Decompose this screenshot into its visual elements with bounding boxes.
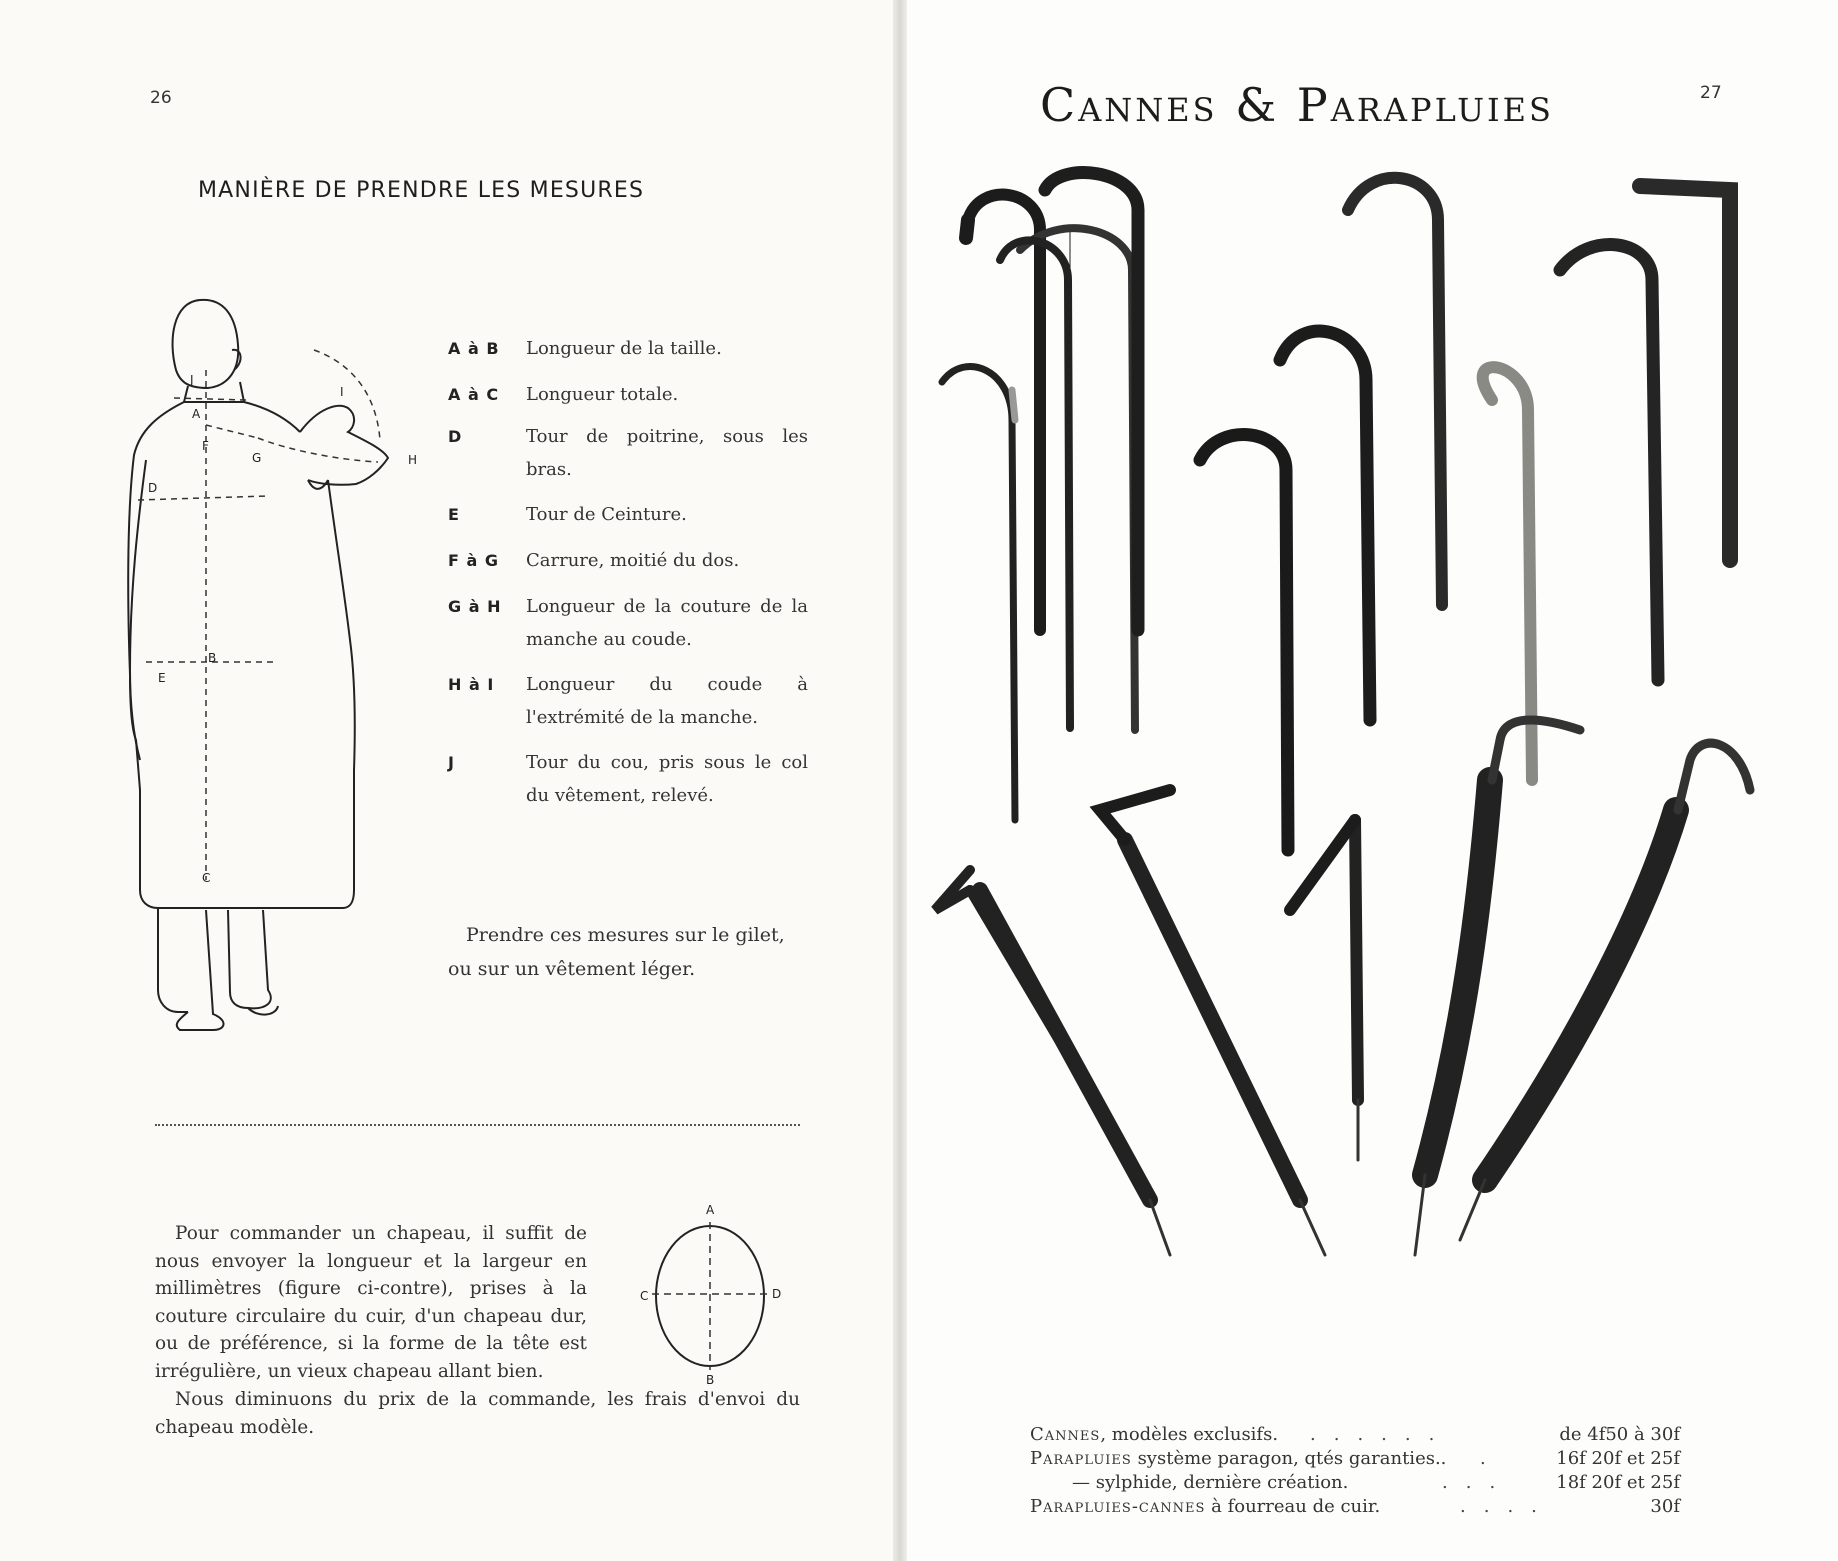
figure-letter-h: H — [408, 453, 418, 467]
measure-text: Carrure, moitié du dos. — [526, 550, 740, 571]
price-list — [1030, 1424, 1680, 1520]
measure-text: Tour du cou, pris sous le col du vêtement, relevé. — [526, 752, 808, 806]
price-row — [1030, 1448, 1680, 1472]
figure-letter-j: J — [190, 373, 194, 387]
dot-leader: . — [1480, 1448, 1504, 1469]
price-row — [1030, 1472, 1680, 1496]
measurements-title: MANIÈRE DE PRENDRE LES MESURES — [198, 178, 645, 203]
measure-key: E — [448, 505, 460, 524]
measure-text: Longueur totale. — [526, 384, 679, 405]
hat-letter-b: B — [706, 1373, 715, 1387]
price-value: de 4f50 à 30f — [1559, 1424, 1680, 1445]
measure-key: F à G — [448, 551, 499, 570]
price-value: 18f 20f et 25f — [1556, 1472, 1680, 1493]
figure-letter-i: I — [340, 385, 344, 399]
cane-illustration — [942, 367, 1015, 820]
price-row — [1030, 1496, 1680, 1520]
canes-title: Cannes & Parapluies — [1040, 78, 1554, 132]
umbrella-cane-illustration — [1355, 820, 1358, 1100]
measure-text: Tour de Ceinture. — [526, 504, 687, 525]
dot-leader: .... — [1460, 1496, 1555, 1517]
dot-leader: ... — [1442, 1472, 1514, 1493]
hat-letter-c: C — [640, 1289, 649, 1303]
figure-letter-g: G — [252, 451, 262, 465]
note-line-1: Prendre ces mesures sur le gilet, — [466, 924, 785, 946]
umbrella-illustration — [1485, 810, 1676, 1180]
measure-key: D — [448, 427, 463, 446]
umbrella-cane-illustration — [1125, 840, 1300, 1200]
cane-illustration — [1200, 435, 1288, 850]
price-label: Cannes, modèles exclusifs. — [1030, 1424, 1279, 1445]
hat-paragraph-2: Nous diminuons du prix de la commande, les frais d'envoi du chapeau modèle. — [155, 1389, 800, 1438]
figure-letter-d: D — [148, 481, 158, 495]
measure-key: A à B — [448, 339, 500, 358]
measure-key: H à I — [448, 675, 495, 694]
hat-letter-a: A — [706, 1203, 715, 1217]
cane-illustration — [1045, 173, 1138, 630]
figure-letter-e: E — [158, 671, 166, 685]
hat-letter-d: D — [772, 1287, 782, 1301]
measure-key: A à C — [448, 385, 500, 404]
umbrella-illustration — [1425, 780, 1490, 1175]
price-label: — sylphide, dernière création. — [1072, 1472, 1349, 1493]
book-gutter — [893, 0, 907, 1561]
measure-text: Tour de poitrine, sous les bras. — [526, 426, 808, 480]
price-label: Parapluies-cannes à fourreau de cuir. — [1030, 1496, 1381, 1517]
measures-note — [448, 918, 800, 986]
measure-text: Longueur de la couture de la manche au coude. — [526, 596, 808, 650]
canes-umbrellas-illustration — [920, 150, 1780, 1420]
dot-leader: ...... — [1310, 1424, 1453, 1445]
dotted-separator — [155, 1124, 800, 1126]
hat-measurement-figure — [640, 1200, 790, 1390]
measure-text: Longueur du coude à l'extrémité de la manche. — [526, 674, 808, 728]
figure-letter-a: A — [192, 407, 201, 421]
man-measurement-figure — [118, 290, 438, 1040]
page-number-left: 26 — [150, 88, 172, 108]
cane-illustration — [1560, 245, 1658, 680]
page-number-right: 27 — [1700, 83, 1722, 103]
note-line-2: ou sur un vêtement léger. — [448, 958, 696, 980]
price-row — [1030, 1424, 1680, 1448]
measure-text: Longueur de la taille. — [526, 338, 722, 359]
price-value: 16f 20f et 25f — [1556, 1448, 1680, 1469]
hat-paragraph: Pour commander un chapeau, il suffit de nous envoyer la longueur et la largeur en millimètres (figure ci-contre), prises à la couture circulaire du cuir, d'un chapeau dur, ou de préférence, si la forme de la tête est irrégulière, un vieux chapeau allant bien. — [155, 1223, 587, 1382]
figure-letter-f: F — [202, 439, 209, 453]
figure-letter-b: B — [208, 651, 217, 665]
measure-key: J — [448, 753, 455, 772]
price-value: 30f — [1650, 1496, 1680, 1517]
figure-letter-c: C — [202, 871, 211, 885]
price-label: Parapluies système paragon, qtés garanties.. — [1030, 1448, 1447, 1469]
measure-key: G à H — [448, 597, 502, 616]
